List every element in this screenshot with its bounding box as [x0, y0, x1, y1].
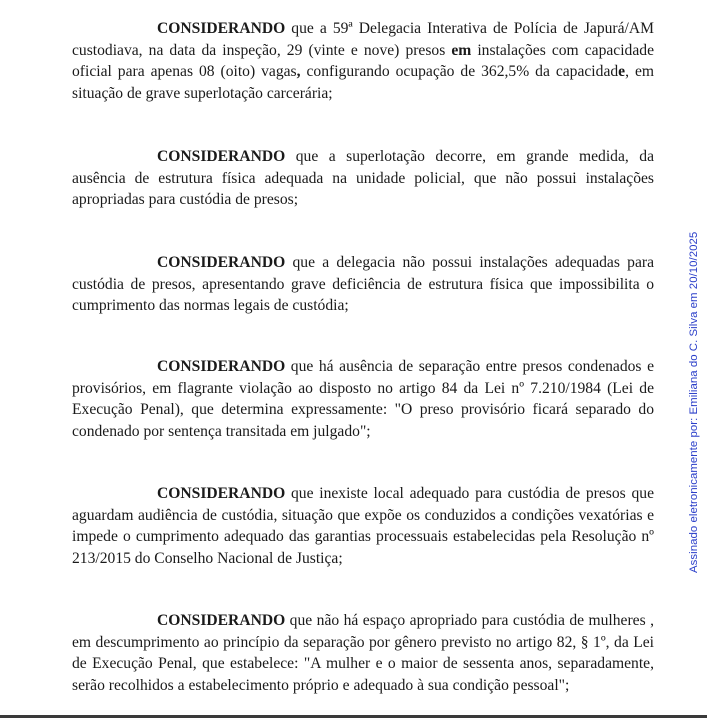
keyword-considerando: CONSIDERANDO — [157, 612, 286, 629]
paragraph-text: que a superlotação decorre, em grande medida, da ausência de estrutura física adequada na unidade policial, que não possui instalações apropriadas para custódia de presos; — [72, 148, 654, 208]
keyword-considerando: CONSIDERANDO — [157, 20, 286, 37]
keyword-considerando: CONSIDERANDO — [157, 148, 286, 165]
paragraph-text: que a 59ª Delegacia Interativa de Polícia de Japurá/AM custodiava, na data da inspeção, 29 (vinte e nove) presos — [72, 20, 654, 59]
bold-fragment: em — [451, 41, 472, 59]
keyword-considerando: CONSIDERANDO — [157, 254, 286, 271]
paragraph-text: configurando ocupação de 362,5% da capacidad — [300, 63, 619, 80]
paragraph-2 — [72, 146, 654, 211]
paragraph-5 — [72, 483, 654, 569]
paragraph-text: que inexiste local adequado para custódia de presos que aguardam audiência de custódia, situação que expõe os conduzidos a condições vexatórias e impede o cumprimento adequado das garantias processuais estabelecidas pela Resolução nº 213/2015 do Conselho Nacional de Justiça; — [72, 485, 654, 567]
electronic-signature-stamp: Assinado eletronicamente por: Emiliana do C. Silva em 20/10/2025 — [688, 231, 700, 573]
paragraph-6 — [72, 610, 654, 696]
keyword-considerando: CONSIDERANDO — [157, 485, 286, 502]
paragraph-1 — [72, 18, 654, 104]
paragraph-text: que há ausência de separação entre presos condenados e provisórios, em flagrante violação ao disposto no artigo 84 da Lei nº 7.210/1984 (Lei de Execução Penal), que determina expressamente: "O preso provisório ficará separado do condenado por sentença transitada em julgado"; — [72, 358, 654, 440]
paragraph-text: instalações com capacidade oficial para apenas 08 (oito) vagas — [72, 41, 654, 80]
bold-fragment: e — [618, 63, 626, 80]
paragraph-3 — [72, 252, 654, 317]
paragraph-text: , em situação de grave superlotação carcerária; — [72, 63, 655, 102]
bold-fragment: , — [296, 63, 301, 80]
paragraph-text: que a delegacia não possui instalações adequadas para custódia de presos, apresentando grave deficiência de estrutura física que impossibilita o cumprimento das normas legais de custódia; — [72, 254, 654, 314]
paragraph-text: que não há espaço apropriado para custódia de mulheres , em descumprimento ao princípio da separação por gênero previsto no artigo 82, § 1º, da Lei de Execução Penal, que estabelece: "A mulher e o maior de sessenta anos, separadamente, serão recolhidos a estabelecimento próprio e adequado à sua condição pessoal"; — [72, 612, 654, 694]
paragraph-4 — [72, 356, 654, 442]
keyword-considerando: CONSIDERANDO — [157, 358, 286, 375]
